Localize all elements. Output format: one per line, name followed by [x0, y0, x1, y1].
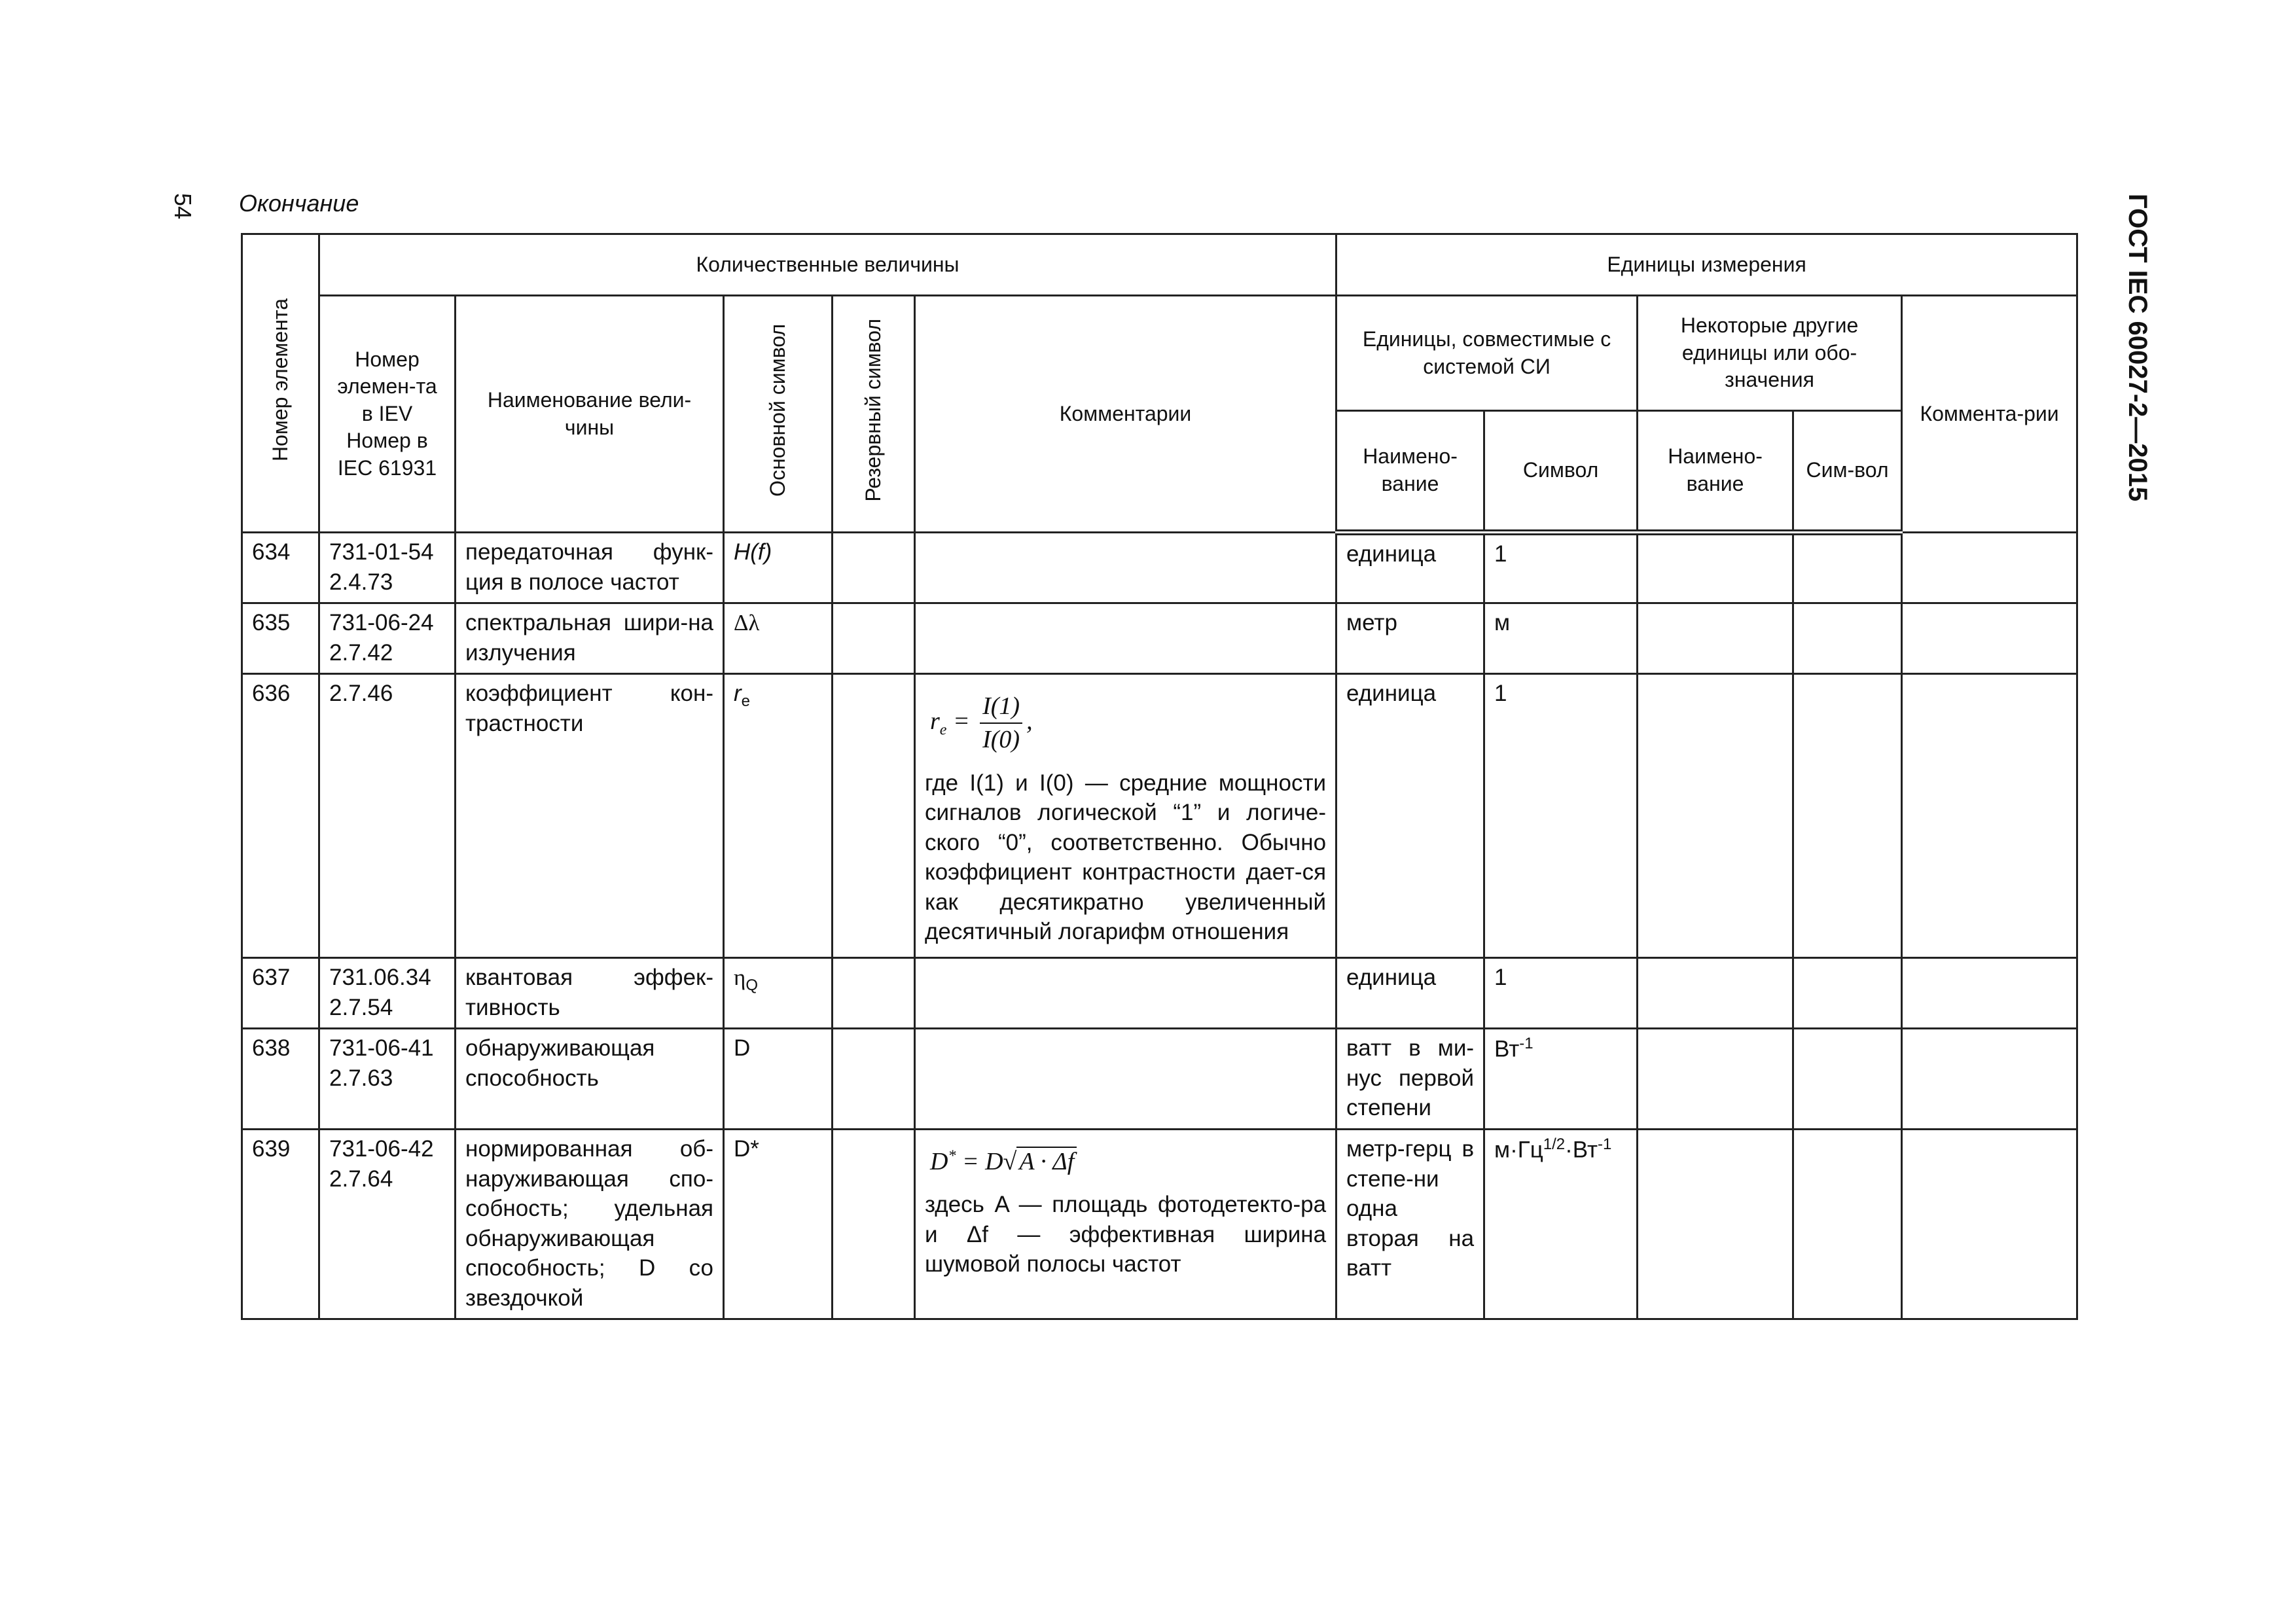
header-si-units: Единицы, совместимые с системой СИ: [1336, 296, 1638, 411]
main-symbol: Δλ: [724, 603, 833, 674]
iev-number: 731-06-42 2.7.64: [319, 1130, 456, 1319]
unit-name: единица: [1336, 533, 1484, 603]
quantity-name: квантовая эффек-тивность: [456, 958, 724, 1029]
quantity-name: спектральная шири-на излучения: [456, 603, 724, 674]
main-symbol: D*: [724, 1130, 833, 1319]
header-element-number: Номер элемента: [242, 234, 319, 533]
table-row: [242, 674, 2077, 958]
unit-symbol: 1: [1484, 958, 1638, 1029]
main-symbol: $r_e$: [724, 674, 833, 958]
header-other-symbol: Сим-вол: [1793, 411, 1902, 533]
reserve-symbol: [833, 1029, 915, 1130]
unit-name: ватт в ми-нус первой степени: [1336, 1029, 1484, 1130]
main-symbol: $\eta_Q$: [724, 958, 833, 1029]
unit-name: метр-герц в степе-ни одна вторая на ватт: [1336, 1130, 1484, 1319]
document-title: ГОСТ IEC 60027-2—2015: [2123, 194, 2152, 502]
main-symbol: H(f): [724, 533, 833, 603]
unit-symbol: $Вт^{-1}$: [1484, 1029, 1638, 1130]
header-main-symbol: Основной символ: [724, 296, 833, 533]
unit-name: метр: [1336, 603, 1484, 674]
quantity-name: передаточная функ-ция в полосе частот: [456, 533, 724, 603]
element-number: 638: [242, 1029, 319, 1130]
section-label: Окончание: [239, 190, 359, 217]
table-row: [242, 603, 2077, 674]
comment: [915, 958, 1336, 1029]
element-number: 637: [242, 958, 319, 1029]
header-other-name: Наимено-вание: [1638, 411, 1793, 533]
unit-symbol: м: [1484, 603, 1638, 674]
comment: [915, 533, 1336, 603]
page-number: 54: [170, 193, 196, 220]
comment: [915, 1130, 1336, 1319]
iev-number: 731-01-54 2.4.73: [319, 533, 456, 603]
quantity-name: обнаруживающая способность: [456, 1029, 724, 1130]
table-row: [242, 958, 2077, 1029]
element-number: 636: [242, 674, 319, 958]
unit-symbol: 1: [1484, 674, 1638, 958]
main-symbol: D: [724, 1029, 833, 1130]
quantities-table: [241, 233, 2078, 1320]
iev-number: 731-06-41 2.7.63: [319, 1029, 456, 1130]
quantity-name: коэффициент кон-трастности: [456, 674, 724, 958]
detectivity-formula: D* = D√ A · Δf: [930, 1146, 1326, 1178]
comment-text: здесь A — площадь фотодетекто-ра и Δf — эффективная ширина шумовой полосы частот: [925, 1192, 1327, 1277]
unit-symbol: 1: [1484, 533, 1638, 603]
element-number: 634: [242, 533, 319, 603]
header-iev-number: Номер элемен-та в IEV Номер в IEC 61931: [319, 296, 456, 533]
header-unit-comments: Коммента-рии: [1902, 296, 2077, 533]
header-reserve-symbol: Резервный символ: [833, 296, 915, 533]
header-si-name: Наимено-вание: [1336, 411, 1484, 533]
unit-name: единица: [1336, 958, 1484, 1029]
comment-text: где I(1) и I(0) — средние мощности сигналов логической “1” и логиче-ского “0”, соответственно. Обычно коэффициент контрастности дает-ся как десятикратно увеличенный десятичный логарифм отношения: [925, 770, 1327, 945]
table-row: [242, 533, 2077, 603]
comment: [915, 674, 1336, 958]
table-row: [242, 1029, 2077, 1130]
reserve-symbol: [833, 603, 915, 674]
iev-number: 2.7.46: [319, 674, 456, 958]
iev-number: 731-06-24 2.7.42: [319, 603, 456, 674]
contrast-formula: $r_e$ = $\frac{I(1)}{I(0)}$ ,: [930, 690, 1326, 757]
header-quantities: Количественные величины: [319, 234, 1336, 296]
unit-symbol: $м\cdot Гц^{1/2}\cdot Вт^{-1}$: [1484, 1130, 1638, 1319]
header-units: Единицы измерения: [1336, 234, 2077, 296]
reserve-symbol: [833, 674, 915, 958]
reserve-symbol: [833, 533, 915, 603]
header-quantity-name: Наименование вели-чины: [456, 296, 724, 533]
header-other-units: Некоторые другие единицы или обо-значения: [1638, 296, 1902, 411]
unit-name: единица: [1336, 674, 1484, 958]
header-si-symbol: Символ: [1484, 411, 1638, 533]
comment: [915, 603, 1336, 674]
reserve-symbol: [833, 958, 915, 1029]
element-number: 635: [242, 603, 319, 674]
table-row: [242, 1130, 2077, 1319]
quantity-name: нормированная об-наруживающая спо-собность; удельная обнаруживающая способность; D со звездочкой: [456, 1130, 724, 1319]
iev-number: 731.06.34 2.7.54: [319, 958, 456, 1029]
header-comments: Комментарии: [915, 296, 1336, 533]
comment: [915, 1029, 1336, 1130]
element-number: 639: [242, 1130, 319, 1319]
reserve-symbol: [833, 1130, 915, 1319]
